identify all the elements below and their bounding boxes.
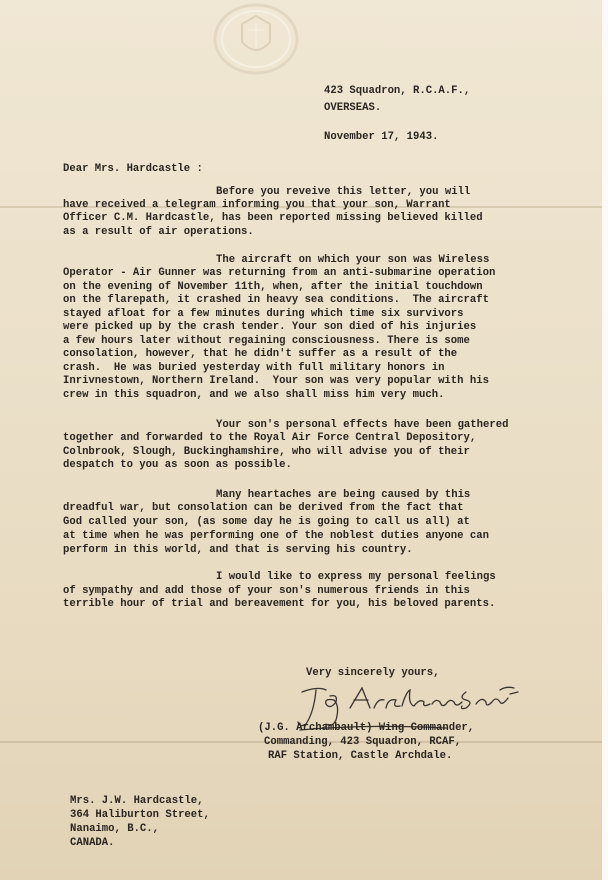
recipient-street: 364 Haliburton Street, <box>70 809 210 821</box>
paragraph-line: were picked up by the crash tender. Your son died of his injuries <box>63 321 477 333</box>
paragraph-line: together and forwarded to the Royal Air Force Central Depository, <box>63 432 477 444</box>
signatory-role: Commanding, 423 Squadron, RCAF, <box>264 736 462 748</box>
paragraph-line: have received a telegram informing you that your son, Warrant <box>63 199 451 211</box>
embossed-seal-icon <box>212 2 300 76</box>
paragraph-line: stayed afloat for a few minutes during which time six survivors <box>63 308 464 320</box>
paragraph-line: I would like to express my personal feelings <box>216 571 496 583</box>
paragraph-line: on the evening of November 11th, when, after the initial touchdown <box>63 281 483 293</box>
paragraph-line: Before you reveive this letter, you will <box>216 186 471 198</box>
sender-unit: 423 Squadron, R.C.A.F., <box>324 85 471 97</box>
signatory-station: RAF Station, Castle Archdale. <box>268 750 453 762</box>
paragraph-line: crash. He was buried yesterday with full military honors in <box>63 362 445 374</box>
paragraph-line: Many heartaches are being caused by this <box>216 489 471 501</box>
closing: Very sincerely yours, <box>306 667 440 679</box>
paragraph-line: Officer C.M. Hardcastle, has been reported missing believed killed <box>63 212 483 224</box>
sender-location: OVERSEAS. <box>324 102 382 114</box>
paragraph-line: God called your son, (as some day he is going to call us all) at <box>63 516 470 528</box>
paragraph-line: on the flarepath, it crashed in heavy sea conditions. The aircraft <box>63 294 489 306</box>
paragraph-line: Operator - Air Gunner was returning from an anti-submarine operation <box>63 267 496 279</box>
paragraph-line: The aircraft on which your son was Wireless <box>216 254 490 266</box>
paragraph-line: Inrivnestown, Northern Ireland. Your son was very popular with his <box>63 375 489 387</box>
salutation: Dear Mrs. Hardcastle : <box>63 163 203 175</box>
paragraph-line: perform in this world, and that is serving his country. <box>63 544 413 556</box>
paragraph-line: as a result of air operations. <box>63 226 254 238</box>
paragraph-line: terrible hour of trial and bereavement for you, his beloved parents. <box>63 598 496 610</box>
paragraph-line: Colnbrook, Slough, Buckinghamshire, who will advise you of their <box>63 446 470 458</box>
paragraph-line: of sympathy and add those of your son's numerous friends in this <box>63 585 470 597</box>
recipient-city: Nanaimo, B.C., <box>70 823 160 835</box>
paragraph-line: crew in this squadron, and we also shall miss him very much. <box>63 389 445 401</box>
recipient-name: Mrs. J.W. Hardcastle, <box>70 795 204 807</box>
signatory-name: (J.G. Archambault) Wing Commander, <box>258 722 475 734</box>
letter-date: November 17, 1943. <box>324 131 439 143</box>
page-edge <box>602 0 608 880</box>
paragraph-line: despatch to you as soon as possible. <box>63 459 292 471</box>
paragraph-line: a few hours later without regaining consciousness. There is some <box>63 335 470 347</box>
paragraph-line: dreadful war, but consolation can be derived from the fact that <box>63 502 464 514</box>
paragraph-line: consolation, however, that he didn't suffer as a result of the <box>63 348 458 360</box>
recipient-country: CANADA. <box>70 837 115 849</box>
paragraph-line: at time when he was performing one of the noblest duties anyone can <box>63 530 489 542</box>
paragraph-line: Your son's personal effects have been gathered <box>216 419 509 431</box>
